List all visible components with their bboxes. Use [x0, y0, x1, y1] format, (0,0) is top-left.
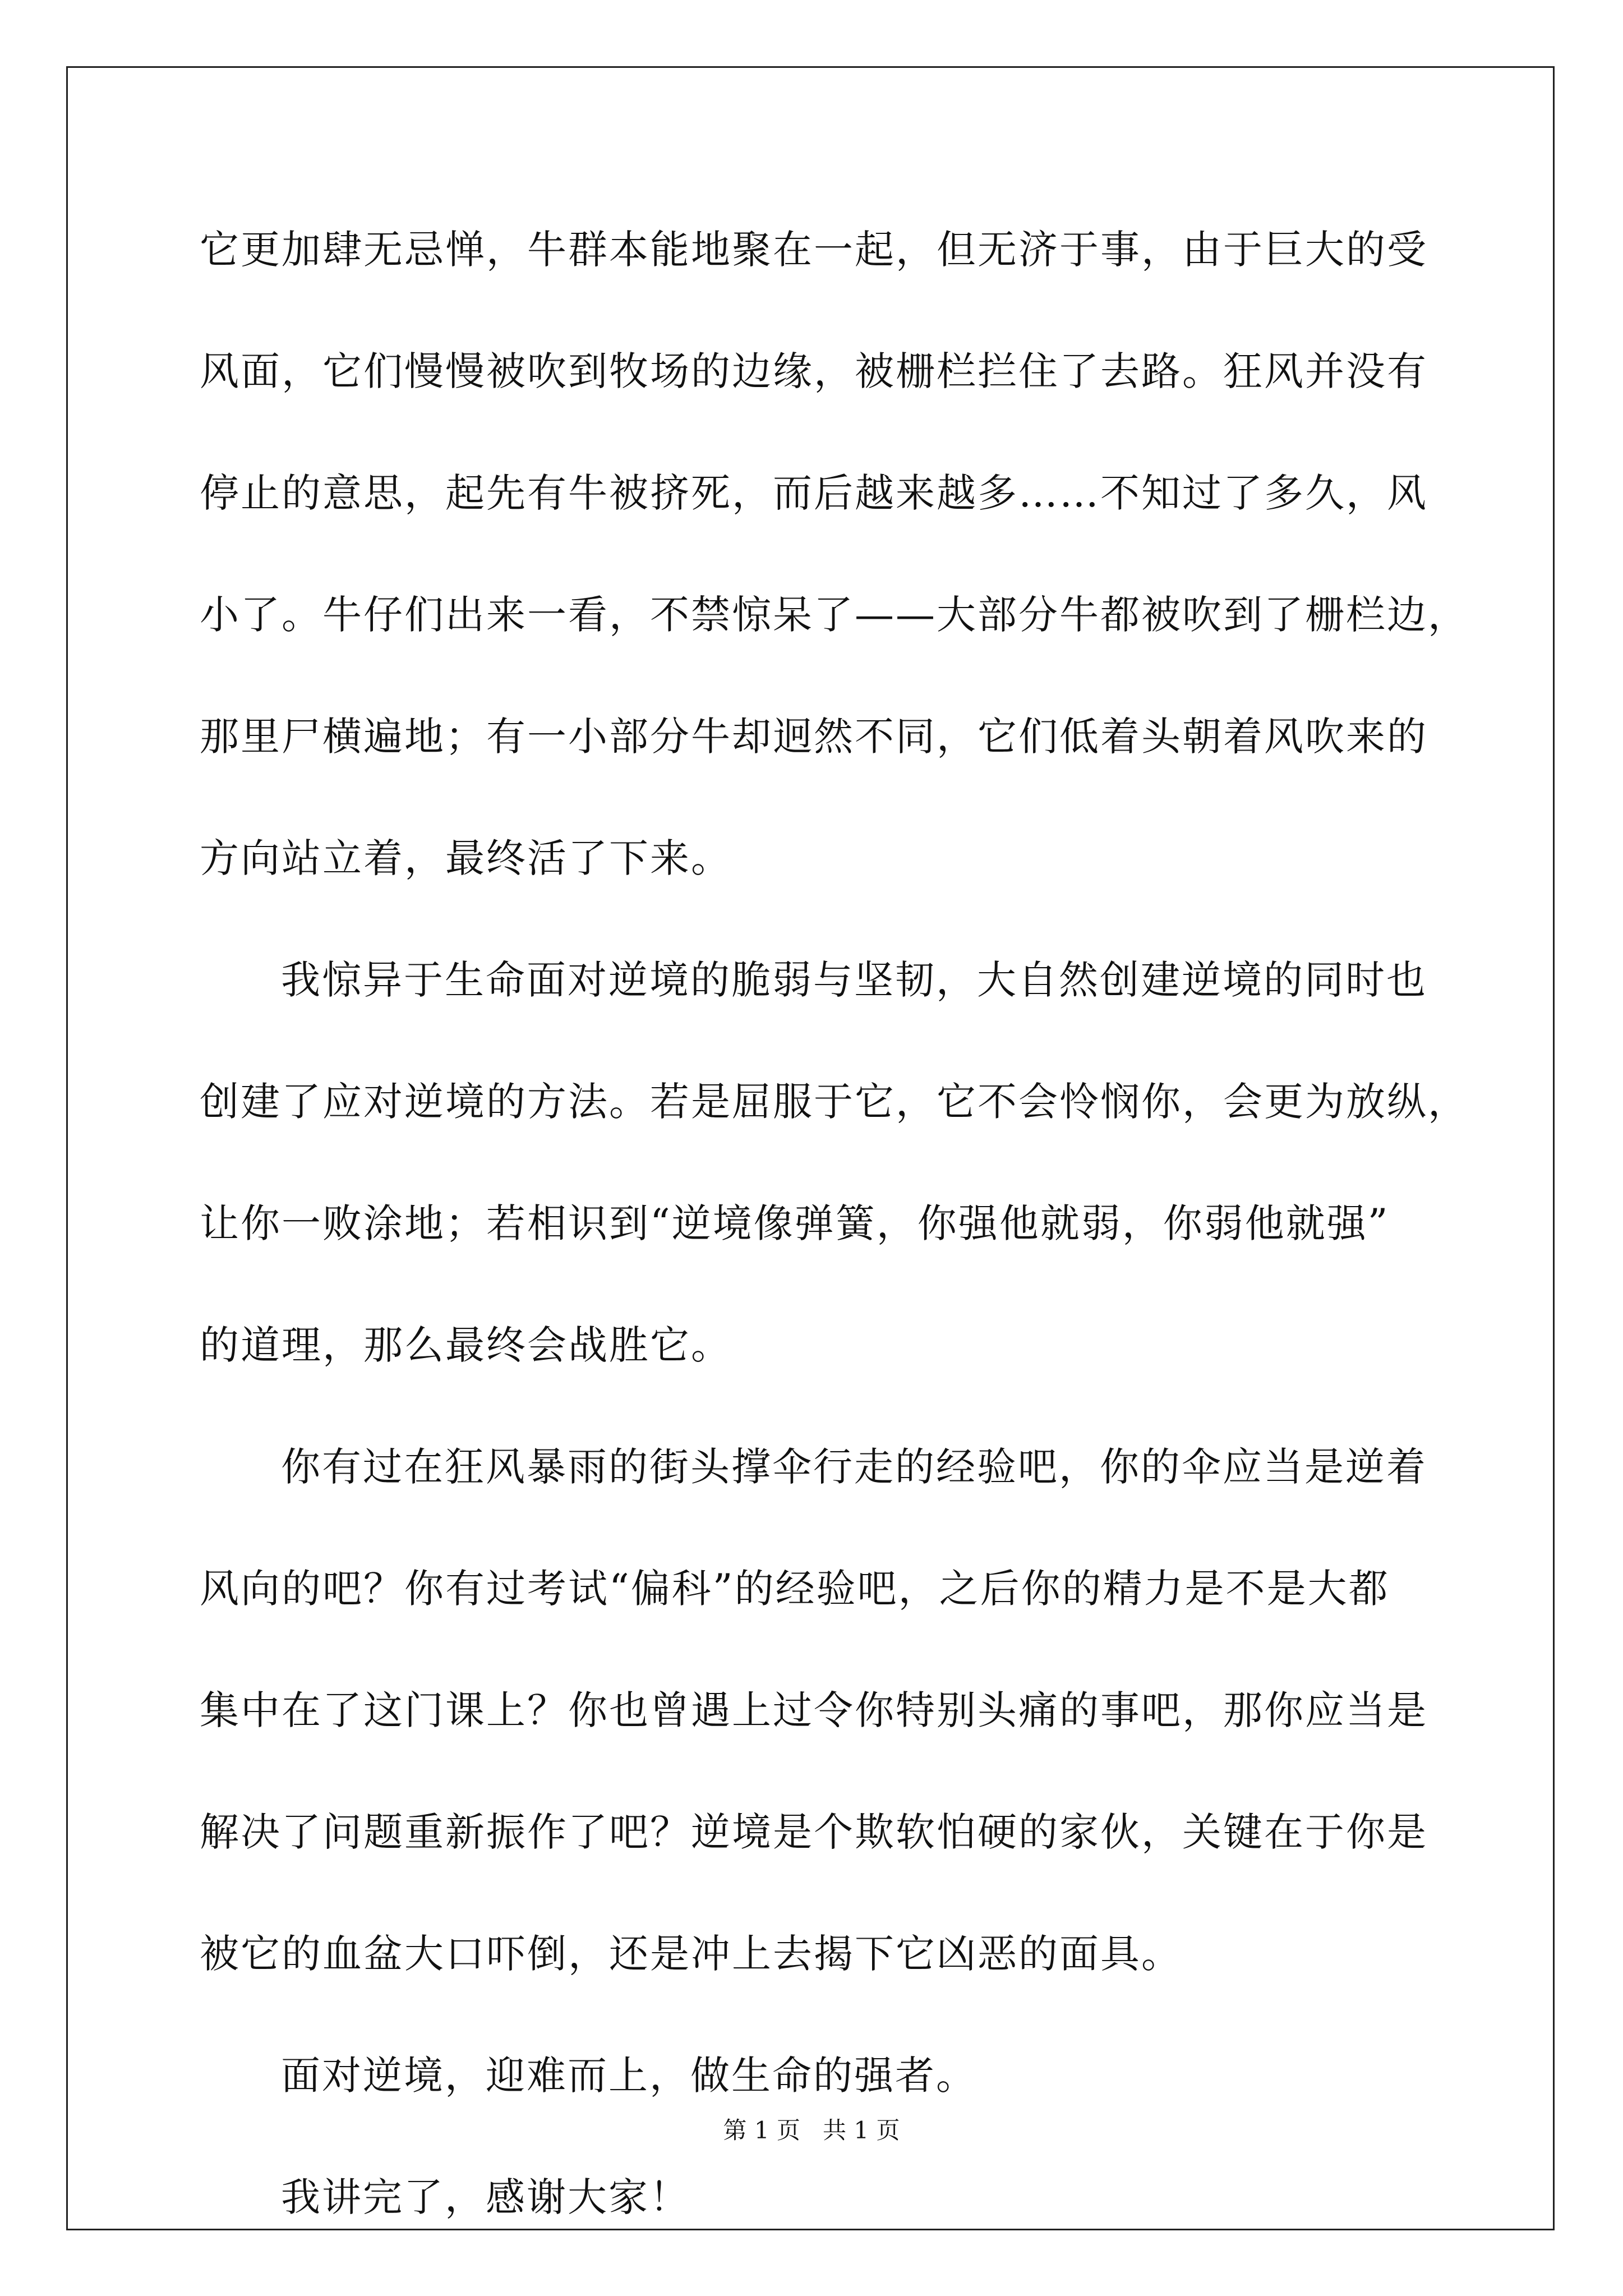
- text-line: 风向的吧？你有过考试“偏科”的经验吧，之后你的精力是不是大都: [200, 1566, 1390, 1612]
- text-line: 解决了问题重新振作了吧？逆境是个欺软怕硬的家伙，关键在于你是: [200, 1809, 1428, 1855]
- text-line: 被它的血盆大口吓倒，还是冲上去揭下它凶恶的面具。: [200, 1931, 1182, 1977]
- text-line: 它更加肆无忌惮，牛群本能地聚在一起，但无济于事，由于巨大的受: [200, 227, 1428, 273]
- paragraph-first-line: 面对逆境，迎难而上，做生命的强者。: [281, 2053, 977, 2099]
- paragraph-first-line: 你有过在狂风暴雨的街头撑伞行走的经验吧，你的伞应当是逆着: [281, 1444, 1427, 1490]
- text-line: 那里尸横遍地；有一小部分牛却迥然不同，它们低着头朝着风吹来的: [200, 714, 1428, 760]
- text-line: 方向站立着，最终活了下来。: [200, 835, 732, 881]
- text-line: 让你一败涂地；若相识到“逆境像弹簧，你强他就弱，你弱他就强”: [200, 1200, 1390, 1246]
- text-line: 创建了应对逆境的方法。若是屈服于它，它不会怜悯你，会更为放纵，: [200, 1079, 1469, 1125]
- text-line: 小了。牛仔们出来一看，不禁惊呆了——大部分牛都被吹到了栅栏边，: [200, 592, 1469, 638]
- page-footer: 第 1 页 共 1 页: [723, 2116, 900, 2144]
- text-line: 集中在了这门课上？你也曾遇上过令你特别头痛的事吧，那你应当是: [200, 1687, 1428, 1733]
- paragraph-first-line: 我讲完了，感谢大家！: [281, 2174, 690, 2220]
- paragraph-first-line: 我惊异于生命面对逆境的脆弱与坚韧，大自然创建逆境的同时也: [281, 957, 1427, 1003]
- text-line: 的道理，那么最终会战胜它。: [200, 1322, 732, 1368]
- text-line: 停止的意思，起先有牛被挤死，而后越来越多……不知过了多久，风: [200, 470, 1428, 516]
- text-line: 风面，它们慢慢被吹到牧场的边缘，被栅栏拦住了去路。狂风并没有: [200, 348, 1428, 394]
